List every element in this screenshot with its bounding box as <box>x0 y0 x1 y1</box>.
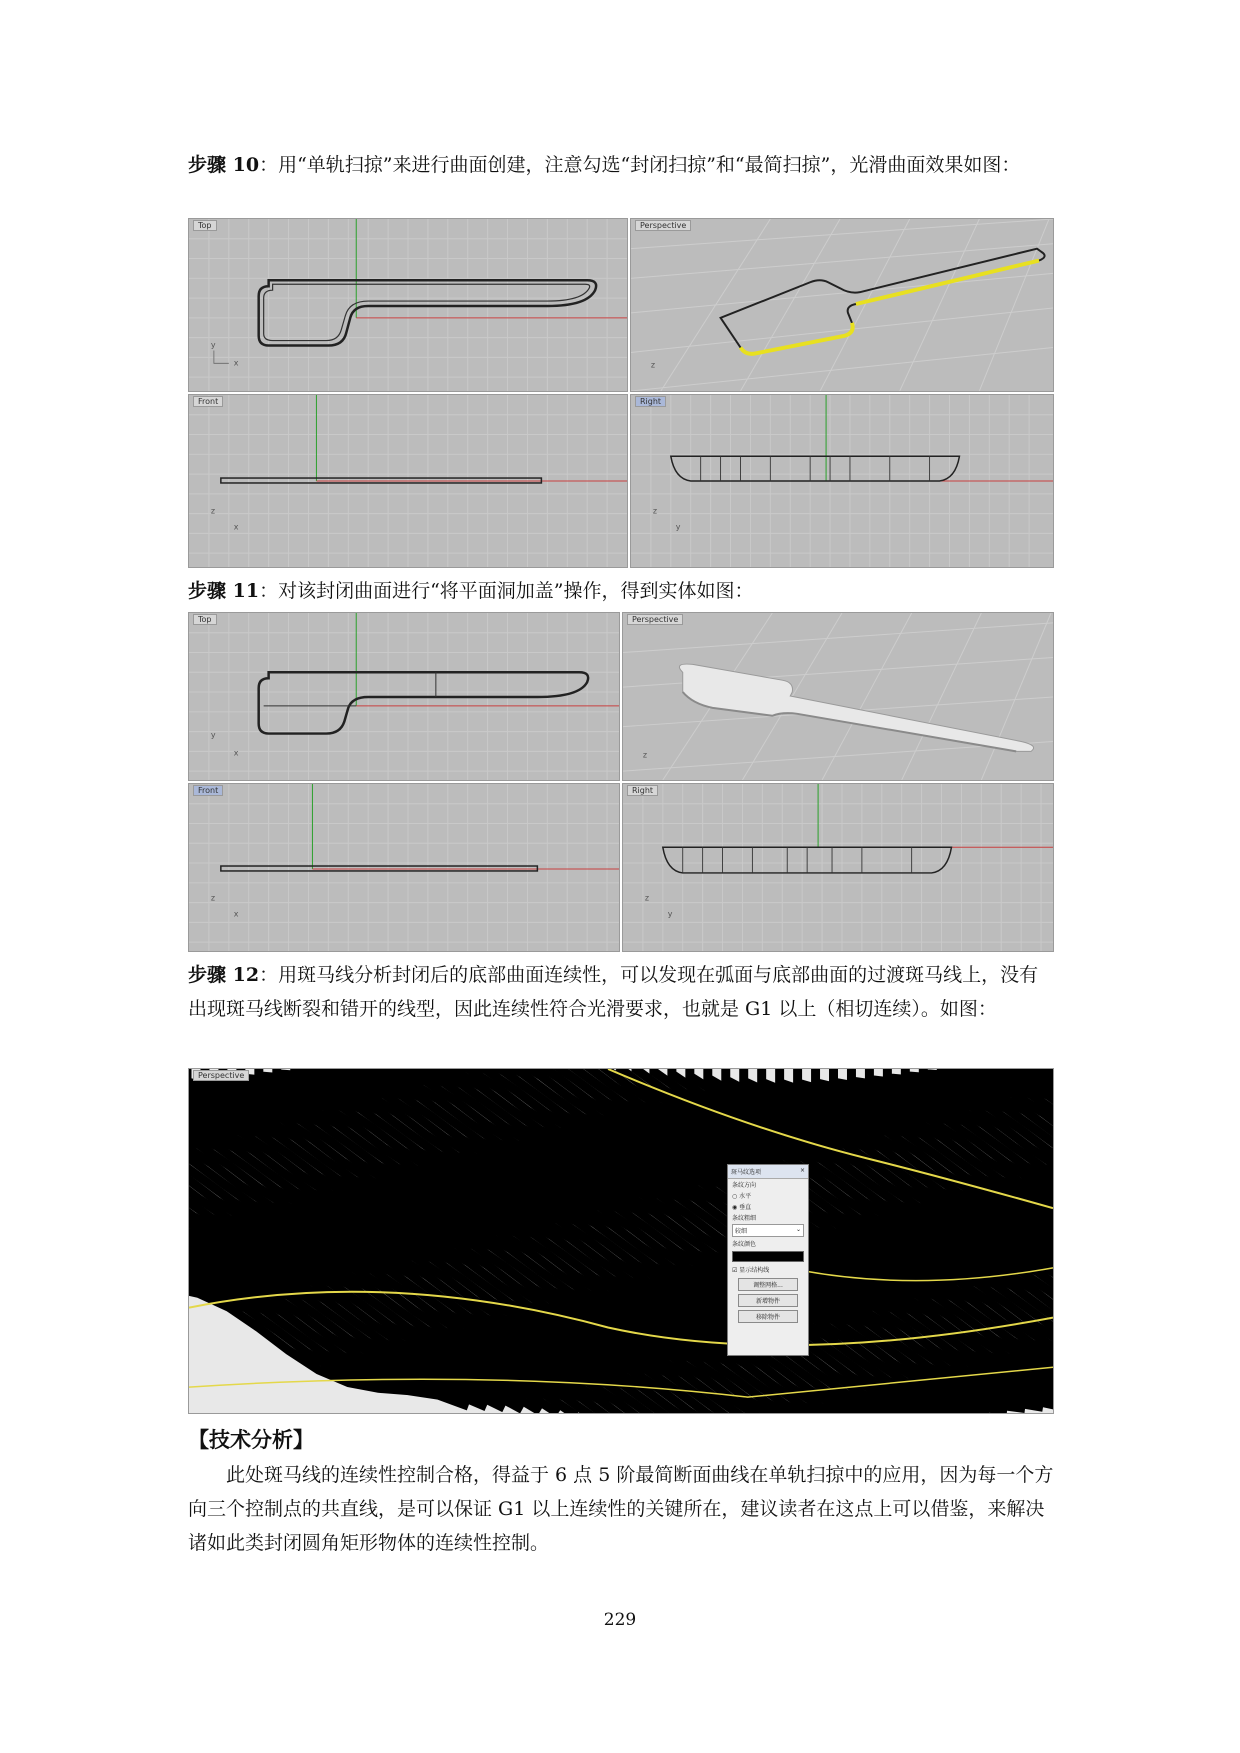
adjust-mesh-button[interactable]: 调整网格... <box>738 1278 798 1291</box>
stripe-color-swatch[interactable] <box>732 1251 804 1262</box>
viewport-perspective[interactable] <box>622 612 1054 781</box>
svg-text:x: x <box>233 748 239 758</box>
step12-paragraph <box>188 958 1056 1026</box>
step11-label: 步骤 11 <box>188 580 260 602</box>
viewport-top-label[interactable]: Top <box>193 220 217 231</box>
analysis-heading: 【技术分析】 <box>188 1428 314 1452</box>
svg-text:z: z <box>644 893 650 903</box>
radio-vertical-label: 垂直 <box>739 1204 752 1211</box>
radio-horizontal[interactable]: ○ 水平 <box>732 1193 752 1200</box>
step11-text: ：对该封闭曲面进行“将平面洞加盖”操作，得到实体如图： <box>259 580 754 602</box>
svg-text:x: x <box>233 909 239 919</box>
step12-text: ：用斑马线分析封闭后的底部曲面连续性，可以发现在弧面与底部曲面的过渡斑马线上，没有出现斑马线断裂和错开的线型，因此连续性符合光滑要求，也就是 G1 以上（相切连续）。如图： <box>188 964 1039 1020</box>
viewport-top[interactable] <box>188 218 628 392</box>
svg-text:y: y <box>210 730 216 740</box>
svg-text:y: y <box>667 909 673 919</box>
step11-paragraph <box>188 574 1056 608</box>
svg-text:z: z <box>210 506 216 516</box>
svg-text:z: z <box>210 893 216 903</box>
step10-paragraph <box>188 148 1056 182</box>
viewport-perspective-label[interactable]: Perspective <box>627 614 683 625</box>
thickness-value: 较细 <box>735 1228 748 1235</box>
dialog-title-bar[interactable] <box>728 1165 808 1179</box>
svg-text:y: y <box>210 340 216 350</box>
remove-object-button[interactable]: 移除物件 <box>738 1310 798 1323</box>
page-number: 229 <box>603 1610 637 1630</box>
radio-vertical[interactable]: ◉ 垂直 <box>732 1204 752 1211</box>
viewport-front[interactable] <box>188 783 620 952</box>
viewport-perspective-zebra[interactable] <box>188 1068 1054 1414</box>
viewport-right-label[interactable]: Right <box>627 785 658 796</box>
svg-text:x: x <box>233 358 239 368</box>
svg-text:z: z <box>642 750 648 760</box>
zebra-stripes <box>189 1069 1053 1413</box>
color-label: 条纹颜色 <box>732 1241 757 1248</box>
svg-text:z: z <box>650 360 656 370</box>
svg-text:z: z <box>652 506 658 516</box>
step10-text: ：用“单轨扫掠”来进行曲面创建，注意勾选“封闭扫掠”和“最简扫掠”，光滑曲面效果如图： <box>259 154 1021 176</box>
figure-step11 <box>188 612 1054 952</box>
figure-step12 <box>188 1068 1054 1414</box>
radio-horizontal-label: 水平 <box>739 1193 752 1200</box>
viewport-right[interactable] <box>630 394 1054 568</box>
svg-text:y: y <box>675 522 681 532</box>
svg-text:x: x <box>233 522 239 532</box>
add-object-button[interactable]: 新增物件 <box>738 1294 798 1307</box>
perspective-view-drawing <box>623 613 1053 780</box>
viewport-front[interactable] <box>188 394 628 568</box>
figure-step10 <box>188 218 1054 568</box>
dialog-title: 斑马纹选项 <box>731 1169 762 1176</box>
viewport-perspective-label[interactable]: Perspective <box>193 1070 249 1081</box>
front-view-drawing <box>189 784 619 951</box>
show-structure-checkbox[interactable]: ☑ 显示结构线 <box>732 1267 770 1274</box>
zebra-options-dialog[interactable] <box>727 1164 809 1356</box>
front-view-drawing <box>189 395 627 567</box>
right-view-drawing <box>631 395 1053 567</box>
show-structure-label: 显示结构线 <box>739 1267 770 1274</box>
viewport-right-label[interactable]: Right <box>635 396 666 407</box>
perspective-view-drawing <box>631 219 1053 391</box>
viewport-perspective[interactable] <box>630 218 1054 392</box>
analysis-paragraph: 此处斑马线的连续性控制合格，得益于 6 点 5 阶最简断面曲线在单轨扫掠中的应用，因为每一个方向三个控制点的共直线，是可以保证 G1 以上连续性的关键所在，建议读者在这点上可以借鉴，来解决诸如此类封闭圆角矩形物体的连续性控制。 <box>188 1464 1054 1554</box>
viewport-front-label[interactable]: Front <box>193 396 223 407</box>
step12-label: 步骤 12 <box>188 964 260 986</box>
step10-label: 步骤 10 <box>188 154 260 176</box>
thickness-label: 条纹粗细 <box>732 1215 757 1222</box>
viewport-top[interactable] <box>188 612 620 781</box>
right-view-drawing <box>623 784 1053 951</box>
direction-label: 条纹方向 <box>732 1182 757 1189</box>
close-icon[interactable]: × <box>799 1167 805 1174</box>
top-view-drawing <box>189 613 619 780</box>
viewport-perspective-label[interactable]: Perspective <box>635 220 691 231</box>
chevron-down-icon: ⌄ <box>795 1226 801 1233</box>
viewport-right[interactable] <box>622 783 1054 952</box>
top-view-drawing <box>189 219 627 391</box>
viewport-top-label[interactable]: Top <box>193 614 217 625</box>
thickness-select[interactable] <box>732 1224 804 1237</box>
viewport-front-label[interactable]: Front <box>193 785 223 796</box>
